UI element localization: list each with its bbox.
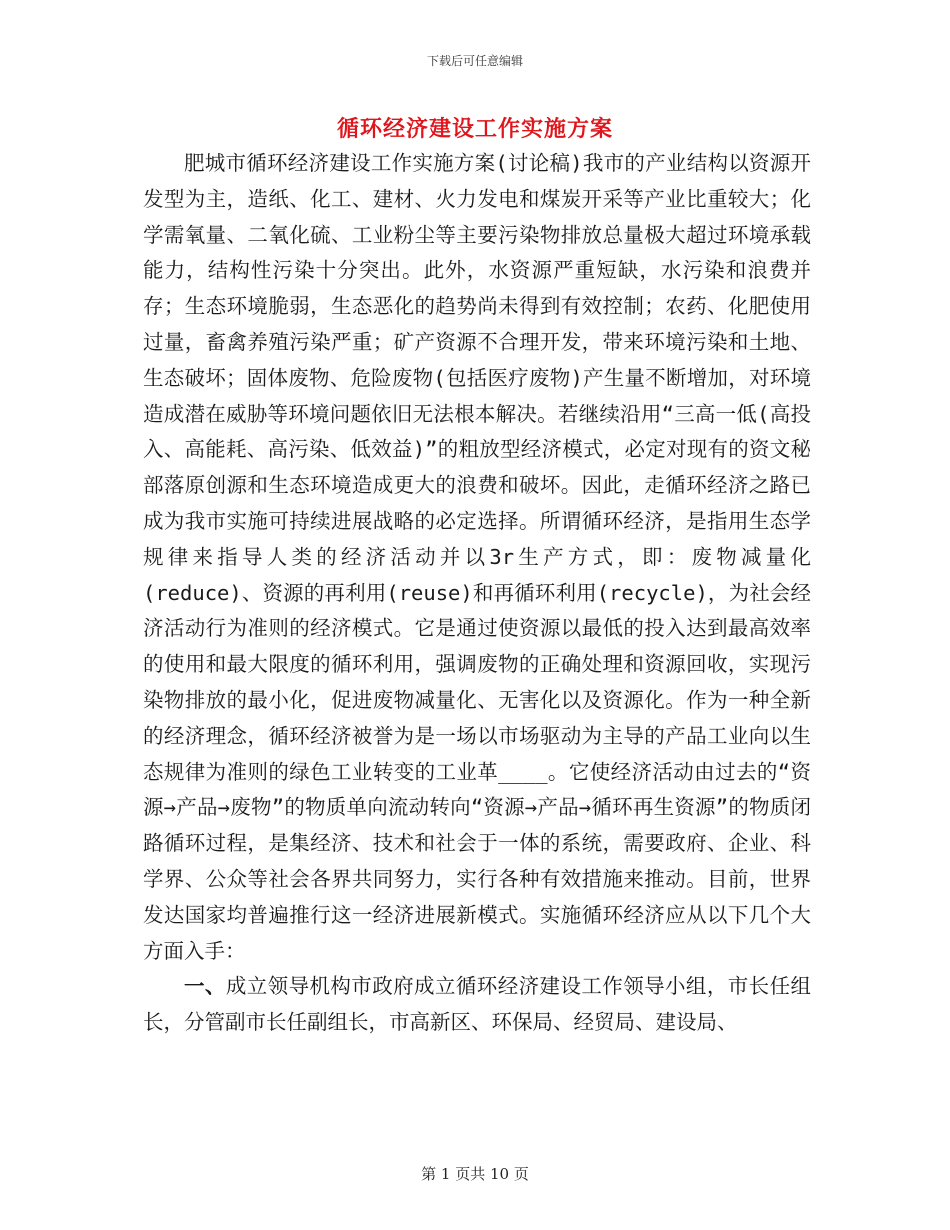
document-body [143,146,811,1041]
section-one-paragraph [143,969,811,1041]
section-one-text: 成立领导机构市政府成立循环经济建设工作领导小组，市长任组长，分管副市长任副组长，市高新区、环保局、经贸局、建设局、 [143,974,811,1035]
header-note: 下载后可任意编辑 [426,54,523,68]
intro-paragraph: 肥城市循环经济建设工作实施方案(讨论稿)我市的产业结构以资源开发型为主，造纸、化工、建材、火力发电和煤炭开采等产业比重较大；化学需氧量、二氧化硫、工业粉尘等主要污染物排放总量极大超过环境承载能力，结构性污染十分突出。此外，水资源严重短缺，水污染和浪费并存；生态环境脆弱，生态恶化的趋势尚未得到有效控制；农药、化肥使用过量，畜禽养殖污染严重；矿产资源不合理开发，带来环境污染和土地、生态破坏；固体废物、危险废物(包括医疗废物)产生量不断增加，对环境造成潜在威胁等环境问题依旧无法根本解决。若继续沿用“三高一低(高投入、高能耗、高污染、低效益)”的粗放型经济模式，必定对现有的资文秘部落原创源和生态环境造成更大的浪费和破坏。因此，走循环经济之路已成为我市实施可持续进展战略的必定选择。所谓循环经济，是指用生态学规律来指导人类的经济活动并以3r生产方式，即：废物减量化(reduce)、资源的再利用(reuse)和再循环利用(recycle)，为社会经济活动行为准则的经济模式。它是通过使资源以最低的投入达到最高效率的使用和最大限度的循环利用，强调废物的正确处理和资源回收，实现污染物排放的最小化，促进废物减量化、无害化以及资源化。作为一种全新的经济理念，循环经济被誉为是一场以市场驱动为主导的产品工业向以生态规律为准则的绿色工业转变的工业革____。它使经济活动由过去的“资源→产品→废物”的物质单向流动转向“资源→产品→循环再生资源”的物质闭路循环过程，是集经济、技术和社会于一体的系统，需要政府、企业、科学界、公众等社会各界共同努力，实行各种有效措施来推动。目前，世界发达国家均普遍推行这一经济进展新模式。实施循环经济应从以下几个大方面入手： [143,151,811,963]
section-one-heading: 一、 [184,974,226,999]
page-number: 第 1 页共 10 页 [421,1165,529,1183]
document-title: 循环经济建设工作实施方案 [336,117,613,142]
